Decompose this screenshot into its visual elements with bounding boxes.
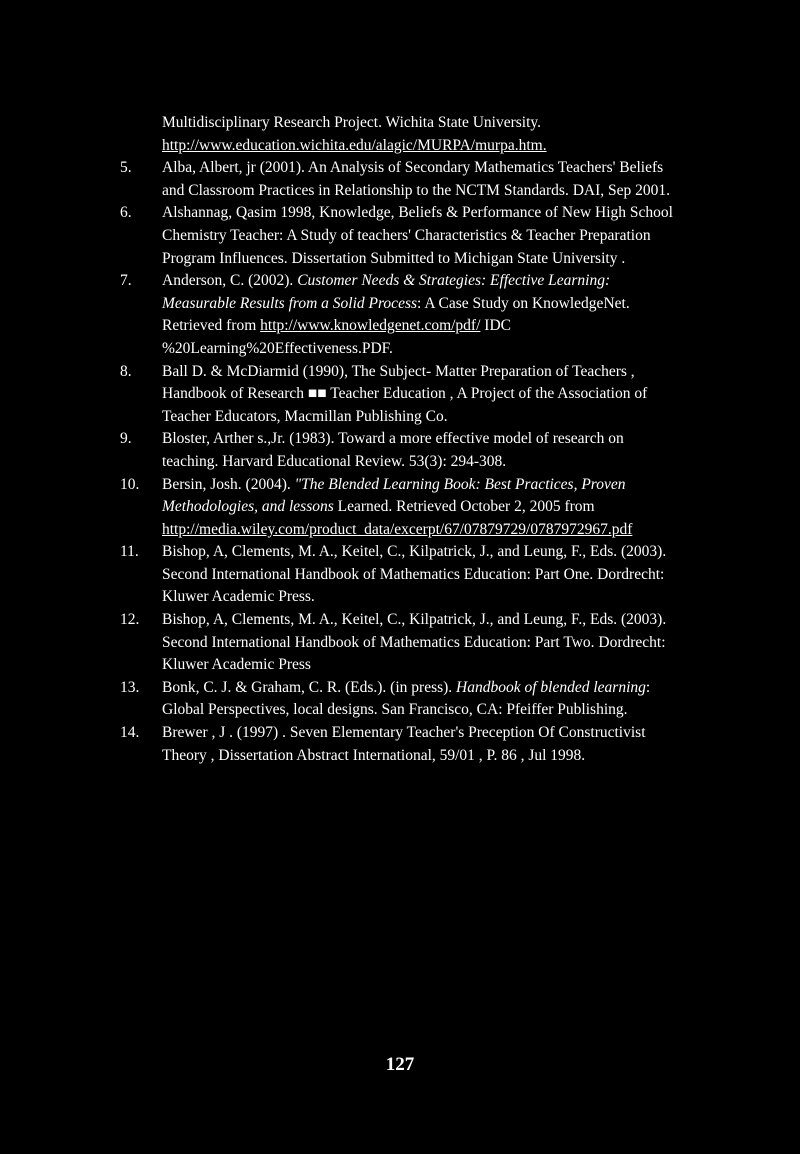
reference-text: Alba, Albert, jr (2001). An Analysis of Secondary Mathematics Teachers' Beliefs and Classroom Practices in Relationship to the NCTM Standards. DAI, Sep 2001. xyxy=(162,159,670,199)
reference-text: Brewer , J . (1997) . Seven Elementary Teacher's Preception Of Constructivist Theory , Dissertation Abstract International, 59/01 , P. 86 , Jul 1998. xyxy=(162,724,646,764)
reference-text xyxy=(162,270,680,360)
reference-text-pre: Anderson, C. (2002). xyxy=(162,272,298,290)
reference-number: 14. xyxy=(120,724,140,742)
reference-text-post: Learned. Retrieved October 2, 2005 from xyxy=(333,498,595,516)
reference-item-8 xyxy=(120,361,680,429)
reference-number: 12. xyxy=(120,611,140,629)
reference-text xyxy=(162,677,680,722)
reference-text: Bloster, Arther s.,Jr. (1983). Toward a more effective model of research on teaching. Harvard Educational Review. 53(3): 294-308. xyxy=(162,430,624,470)
reference-number: 10. xyxy=(120,475,140,493)
reference-item-9 xyxy=(120,428,680,473)
reference-text: Bishop, A, Clements, M. A., Keitel, C., Kilpatrick, J., and Leung, F., Eds. (2003). Second International Handbook of Mathematics Education: Part Two. Dordrecht: Kluwer Academic Press xyxy=(162,611,667,674)
reference-text-post: : A Case Study on KnowledgeNet. Retrieved from xyxy=(162,294,630,335)
continuation-text: Multidisciplinary Research Project. Wichita State University. xyxy=(162,114,542,131)
reference-continuation xyxy=(120,112,680,157)
reference-item-7 xyxy=(120,270,680,360)
reference-item-12 xyxy=(120,609,680,677)
reference-title: Customer Needs & Strategies: Effective Learning: Measurable Results from a Solid Process xyxy=(162,272,611,312)
reference-number: 7. xyxy=(120,272,132,290)
continuation-url[interactable]: http://www.education.wichita.edu/alagic/MURPA/murpa.htm. xyxy=(162,136,547,154)
reference-title: "The Blended Learning Book: Best Practices, Proven Methodologies, and lessons xyxy=(162,475,626,516)
reference-text: Ball D. & McDiarmid (1990), The Subject- Matter Preparation of Teachers , Handbook of Research ■■ Teacher Education , A Project of the Association of Teacher Educators, Macmillan Publishing Co. xyxy=(162,362,648,425)
reference-number: 9. xyxy=(120,430,132,448)
reference-text: Bishop, A, Clements, M. A., Keitel, C., Kilpatrick, J., and Leung, F., Eds. (2003). Second International Handbook of Mathematics Education: Part One. Dordrecht: Kluwer Academic Press. xyxy=(162,543,667,606)
reference-item-5 xyxy=(120,157,680,202)
reference-item-10 xyxy=(120,474,680,542)
page-number: 127 xyxy=(385,1054,415,1075)
reference-number: 5. xyxy=(120,159,132,177)
reference-item-14 xyxy=(120,722,680,767)
reference-url[interactable]: http://media.wiley.com/product_data/excerpt/67/07879729/0787972967.pdf xyxy=(162,520,633,538)
reference-text-tail: IDC %20Learning%20Effectiveness.PDF. xyxy=(162,317,511,357)
reference-item-6 xyxy=(120,202,680,270)
reference-text-pre: Bonk, C. J. & Graham, C. R. (Eds.). (in press). xyxy=(162,678,457,696)
reference-item-13 xyxy=(120,677,680,722)
reference-number: 8. xyxy=(120,362,132,380)
reference-title: Handbook of blended learning xyxy=(456,678,646,696)
reference-list xyxy=(120,112,680,767)
reference-item-11 xyxy=(120,541,680,609)
reference-text: Alshannag, Qasim 1998, Knowledge, Beliefs & Performance of New High School Chemistry Teacher: A Study of teachers' Characteristics & Teacher Preparation Program Influences. Dissertation Submitted to Michigan State University . xyxy=(162,204,673,267)
reference-number: 13. xyxy=(120,678,140,696)
reference-text xyxy=(162,474,680,542)
reference-text-post: : Global Perspectives, local designs. San Francisco, CA: Pfeiffer Publishing. xyxy=(162,678,651,719)
reference-text-pre: Bersin, Josh. (2004). xyxy=(162,475,295,493)
reference-number: 11. xyxy=(120,543,139,561)
reference-url[interactable]: http://www.knowledgenet.com/pdf/ xyxy=(260,317,481,335)
reference-number: 6. xyxy=(120,204,132,222)
